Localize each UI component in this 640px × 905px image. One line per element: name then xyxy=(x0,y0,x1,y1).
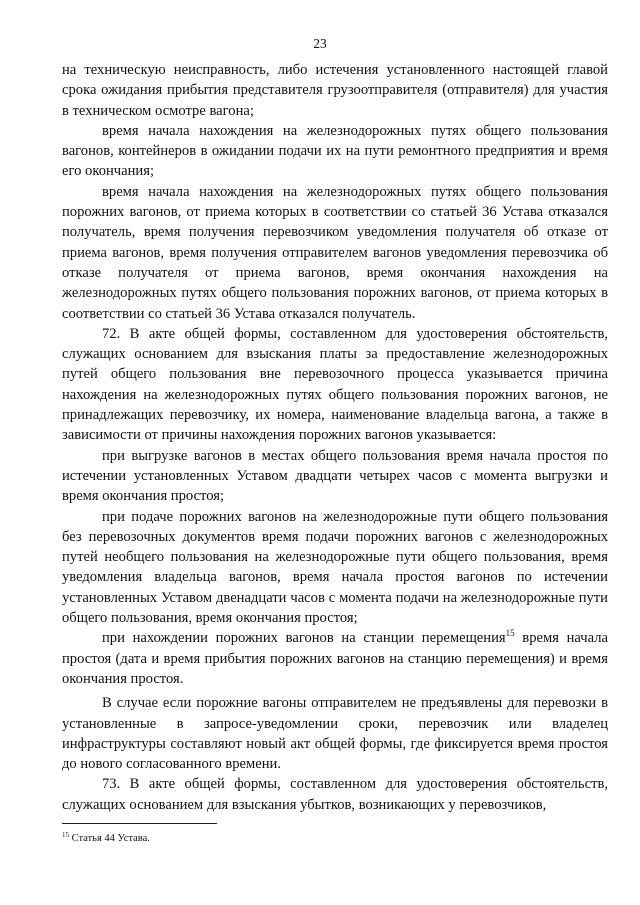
paragraph: время начала нахождения на железнодорожных путях общего пользования порожних вагонов, от приема которых в соответствии со статьей 36 Устава отказался получатель, время получения перевозчиком уведомления получателя об отказе от приема вагонов, время получения отправителем вагонов уведомления перевозчика об отказе получателя от приема вагонов, время окончания нахождения на железнодорожных путях общего пользования порожних вагонов, от приема которых в соответствии со статьей 36 Устава отказался получатель. xyxy=(62,183,608,322)
paragraph-section-73: 73. В акте общей формы, составленном для удостоверения обстоятельств, служащих основанием для взыскания убытков, возникающих у перевозчиков, xyxy=(62,776,608,813)
footnote-mark: 15 xyxy=(62,831,69,839)
footnote xyxy=(62,832,608,845)
paragraph-text-before: при нахождении порожних вагонов на станции перемещения xyxy=(102,630,506,647)
paragraph: время начала нахождения на железнодорожных путях общего пользования вагонов, контейнеров в ожидании подачи их на пути ремонтного предприятия и время его окончания; xyxy=(62,122,608,180)
body-text xyxy=(62,60,608,815)
footnote-reference[interactable]: 15 xyxy=(505,628,515,639)
footnote-text: Статья 44 Устава. xyxy=(69,833,150,844)
paragraph-with-footnote xyxy=(62,628,608,689)
paragraph: В случае если порожние вагоны отправителем не предъявлены для перевозки в установленные в запросе-уведомлении сроки, перевозчик или владелец инфраструктуры составляют новый акт общей формы, где фиксируется время простоя до нового согласованного времени. xyxy=(62,695,608,773)
paragraph: на техническую неисправность, либо истечения установленного настоящей главой срока ожидания прибытия представителя грузоотправителя (отправителя) для участия в техническом осмотре вагона; xyxy=(62,62,608,119)
paragraph-section-72: 72. В акте общей формы, составленном для удостоверения обстоятельств, служащих основанием для взыскания платы за предоставление железнодорожных путей общего пользования вне перевозочного процесса указывается причина нахождения на железнодорожных путях общего пользования порожних вагонов, не принадлежащих перевозчику, их номера, наименование владельца вагона, а также в зависимости от причины нахождения порожних вагонов указывается: xyxy=(62,325,608,444)
page-number: 23 xyxy=(313,36,327,51)
paragraph-text-after: время начала простоя (дата и время прибытия порожних вагонов на станцию перемещения) и время окончания простоя. xyxy=(62,630,608,687)
footnote-separator xyxy=(62,823,217,824)
paragraph: при подаче порожних вагонов на железнодорожные пути общего пользования без перевозочных документов время подачи порожних вагонов с железнодорожных путей необщего пользования на железнодорожные пути общего пользования, время уведомления владельца вагонов, время начала простоя вагонов по истечении установленных Уставом двенадцати часов с момента подачи на железнодорожные пути общего пользования, время окончания простоя; xyxy=(62,508,608,627)
paragraph: при выгрузке вагонов в местах общего пользования время начала простоя по истечении установленных Уставом двадцати четырех часов с момента выгрузки и время окончания простоя; xyxy=(62,447,608,505)
